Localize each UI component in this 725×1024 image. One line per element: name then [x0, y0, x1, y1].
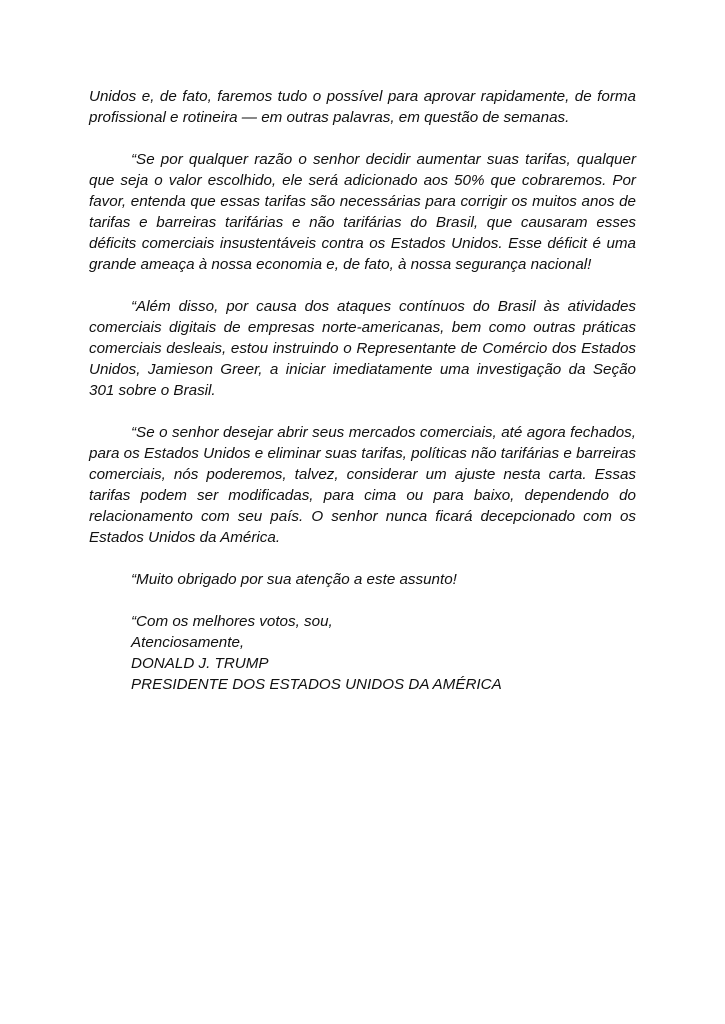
paragraph-tariffs: “Se por qualquer razão o senhor decidir aumentar suas tarifas, qualquer que seja o valor escolhido, ele será adicionado aos 50% que cobraremos. Por favor, entenda que essas tarifas são necessárias para corrigir os muitos anos de tarifas e barreiras tarifárias e não tarifárias do Brasil, que causaram esses déficits comerciais insustentáveis contra os Estados Unidos. Esse déficit é uma grande ameaça à nossa economia e, de fato, à nossa segurança nacional!: [89, 151, 636, 273]
closing-valediction: Atenciosamente,: [131, 634, 245, 651]
paragraph-continuation: Unidos e, de fato, faremos tudo o possível para aprovar rapidamente, de forma profissional e rotineira — em outras palavras, em questão de semanas.: [89, 88, 636, 126]
paragraph-markets: “Se o senhor desejar abrir seus mercados comerciais, até agora fechados, para os Estados Unidos e eliminar suas tarifas, políticas não tarifárias e barreiras comerciais, nós poderemos, talvez, considerar um ajuste nesta carta. Essas tarifas podem ser modificadas, para cima ou para baixo, dependendo do relacionamento com seu país. O senhor nunca ficará decepcionado com os Estados Unidos da América.: [89, 424, 636, 546]
letter-page: [89, 86, 636, 695]
signer-title: PRESIDENTE DOS ESTADOS UNIDOS DA AMÉRICA: [131, 676, 502, 693]
paragraph-investigation: “Além disso, por causa dos ataques contínuos do Brasil às atividades comerciais digitais de empresas norte-americanas, bem como outras práticas comerciais desleais, estou instruindo o Representante de Comércio dos Estados Unidos, Jamieson Greer, a iniciar imediatamente uma investigação da Seção 301 sobre o Brasil.: [89, 298, 636, 399]
signer-name: DONALD J. TRUMP: [131, 655, 269, 672]
closing-greeting: “Com os melhores votos, sou,: [131, 613, 333, 630]
closing-block: [89, 611, 636, 695]
paragraph-thanks: “Muito obrigado por sua atenção a este assunto!: [131, 571, 457, 588]
